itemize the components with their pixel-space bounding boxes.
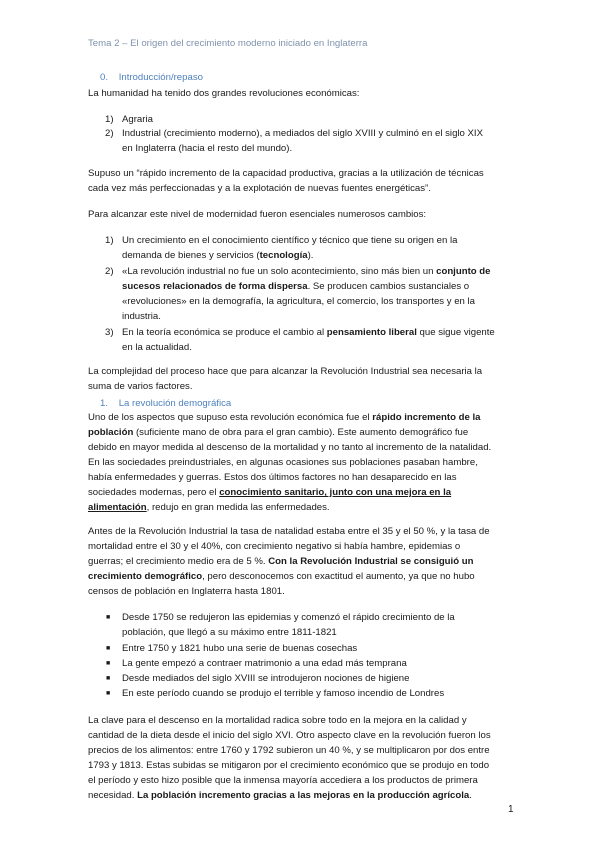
- list-item: Entre 1750 y 1821 hubo una serie de buenas cosechas: [122, 643, 358, 654]
- paragraph-line: sociedades modernas, pero el conocimiento sanitario, junto con una mejora en la: [88, 487, 452, 498]
- paragraph-line: alimentación, redujo en gran medida las enfermedades.: [88, 502, 330, 513]
- list-item-continuation: en la actualidad.: [122, 342, 192, 353]
- bold-term: pensamiento liberal: [326, 327, 417, 338]
- paragraph-line: cada vez más perfeccionadas y a la explotación de nuevas fuentes energéticas”.: [88, 183, 431, 194]
- square-bullet-icon: ■: [106, 614, 111, 621]
- square-bullet-icon: ■: [106, 660, 111, 667]
- square-bullet-icon: ■: [106, 645, 111, 652]
- list-item-continuation: población, que llegó a su máximo entre 1811-1821: [122, 627, 337, 638]
- list-marker: 2): [105, 128, 114, 139]
- bold-term: conjunto de: [436, 266, 491, 277]
- page-number: 1: [508, 804, 514, 815]
- paragraph-line: cantidad de la dieta desde el inicio del siglo XVI. Otro aspecto clave en la revolución fueron los: [88, 730, 491, 741]
- paragraph-line: debido en mayor medida al descenso de la mortalidad y no tanto al incremento de la natalidad.: [88, 442, 492, 453]
- section-0-heading: [100, 70, 203, 85]
- paragraph-line: guerras; el crecimiento medio era de 5 %. Con la Revolución Industrial se consiguió un: [88, 556, 474, 567]
- bold-term: población: [88, 427, 134, 438]
- list-item-continuation: en Inglaterra (hacia el resto del mundo).: [122, 143, 293, 154]
- paragraph-line: 1793 y 1813. Estas subidas se mitigaron por el crecimiento económico que se produjo en todo: [88, 760, 490, 771]
- underlined-term: alimentación: [88, 502, 147, 513]
- list-marker: 3): [105, 327, 114, 338]
- paragraph-line: precios de los alimentos: entre 1760 y 1792 subieron un 40 %, y se multiplicaron por dos entre: [88, 745, 490, 756]
- section-number: 1.: [100, 398, 109, 409]
- paragraph-line: Para alcanzar este nivel de modernidad fueron esenciales numerosos cambios:: [88, 209, 427, 220]
- square-bullet-icon: ■: [106, 675, 111, 682]
- paragraph-line: Uno de los aspectos que supuso esta revolución económica fue el rápido incremento de la: [88, 412, 481, 423]
- paragraph-line: población (suficiente mano de obra para el gran cambio). Este aumento demográfico fue: [88, 427, 469, 438]
- list-item-continuation: demanda de bienes y servicios (tecnología).: [122, 250, 314, 261]
- list-item-continuation: «revoluciones» en la demografía, la agricultura, el comercio, los transportes y en la: [122, 296, 476, 307]
- list-item: Desde mediados del siglo XVIII se introdujeron nociones de higiene: [122, 673, 410, 684]
- list-item: En este período cuando se produjo el terrible y famoso incendio de Londres: [122, 688, 445, 699]
- page-header: Tema 2 – El origen del crecimiento moderno iniciado en Inglaterra: [88, 38, 368, 49]
- list-item: Agraria: [122, 114, 153, 125]
- paragraph-line: crecimiento demográfico, pero desconocemos con exactitud el aumento, ya que no hubo: [88, 571, 475, 582]
- paragraph-line: suma de varios factores.: [88, 381, 193, 392]
- underlined-term: conocimiento sanitario, junto con una mejora en la: [219, 487, 452, 498]
- paragraph-line: el período y esto hizo posible que la inmensa mayoría accediera a los productos de primera: [88, 775, 478, 786]
- bold-term: La población incremento gracias a las mejoras en la producción agrícola: [137, 790, 470, 801]
- list-item: Industrial (crecimiento moderno), a mediados del siglo XVIII y culminó en el siglo XIX: [122, 128, 483, 139]
- paragraph-line: La complejidad del proceso hace que para alcanzar la Revolución Industrial sea necesaria la: [88, 366, 483, 377]
- list-item: La gente empezó a contraer matrimonio a una edad más temprana: [122, 658, 407, 669]
- paragraph-line: mortalidad entre el 30 y el 40%, con crecimiento negativo si había hambre, epidemias o: [88, 541, 461, 552]
- paragraph-line: censos de población en Inglaterra hasta 1801.: [88, 586, 285, 597]
- list-marker: 1): [105, 235, 114, 246]
- intro-paragraph: La humanidad ha tenido dos grandes revoluciones económicas:: [88, 88, 360, 99]
- list-item: Un crecimiento en el conocimiento científico y técnico que tiene su origen en la: [122, 235, 458, 246]
- section-title: Introducción/repaso: [118, 72, 203, 83]
- paragraph-line: había enfermedades y guerras. Estos dos últimos factores no han desaparecido en las: [88, 472, 457, 483]
- bold-term: crecimiento demográfico: [88, 571, 203, 582]
- list-item-continuation: industria.: [122, 311, 161, 322]
- paragraph-line: necesidad. La población incremento gracias a las mejoras en la producción agrícola.: [88, 790, 472, 801]
- list-item: Desde 1750 se redujeron las epidemias y comenzó el rápido crecimiento de la: [122, 612, 455, 623]
- list-marker: 1): [105, 114, 114, 125]
- section-number: 0.: [100, 72, 109, 83]
- list-item: En la teoría económica se produce el cambio al pensamiento liberal que sigue vigente: [122, 327, 495, 338]
- list-marker: 2): [105, 266, 114, 277]
- bold-term: Con la Revolución Industrial se consiguió un: [268, 556, 474, 567]
- bold-term: tecnología: [259, 250, 308, 261]
- paragraph-line: En las sociedades preindustriales, en algunas ocasiones sus poblaciones pasaban hambre,: [88, 457, 478, 468]
- square-bullet-icon: ■: [106, 690, 111, 697]
- paragraph-line: Supuso un “rápido incremento de la capacidad productiva, gracias a la utilización de técnicas: [88, 168, 484, 179]
- list-item-continuation: sucesos relacionados de forma dispersa. Se producen cambios sustanciales o: [122, 281, 470, 292]
- list-item: «La revolución industrial no fue un solo acontecimiento, sino más bien un conjunto de: [122, 266, 491, 277]
- bold-term: sucesos relacionados de forma dispersa: [122, 281, 308, 292]
- section-title: La revolución demográfica: [118, 398, 232, 409]
- paragraph-line: Antes de la Revolución Industrial la tasa de natalidad estaba entre el 35 y el 50 %, y la tasa de: [88, 526, 490, 537]
- bold-term: rápido incremento de la: [372, 412, 481, 423]
- paragraph-line: La clave para el descenso en la mortalidad radica sobre todo en la mejora en la calidad y: [88, 715, 467, 726]
